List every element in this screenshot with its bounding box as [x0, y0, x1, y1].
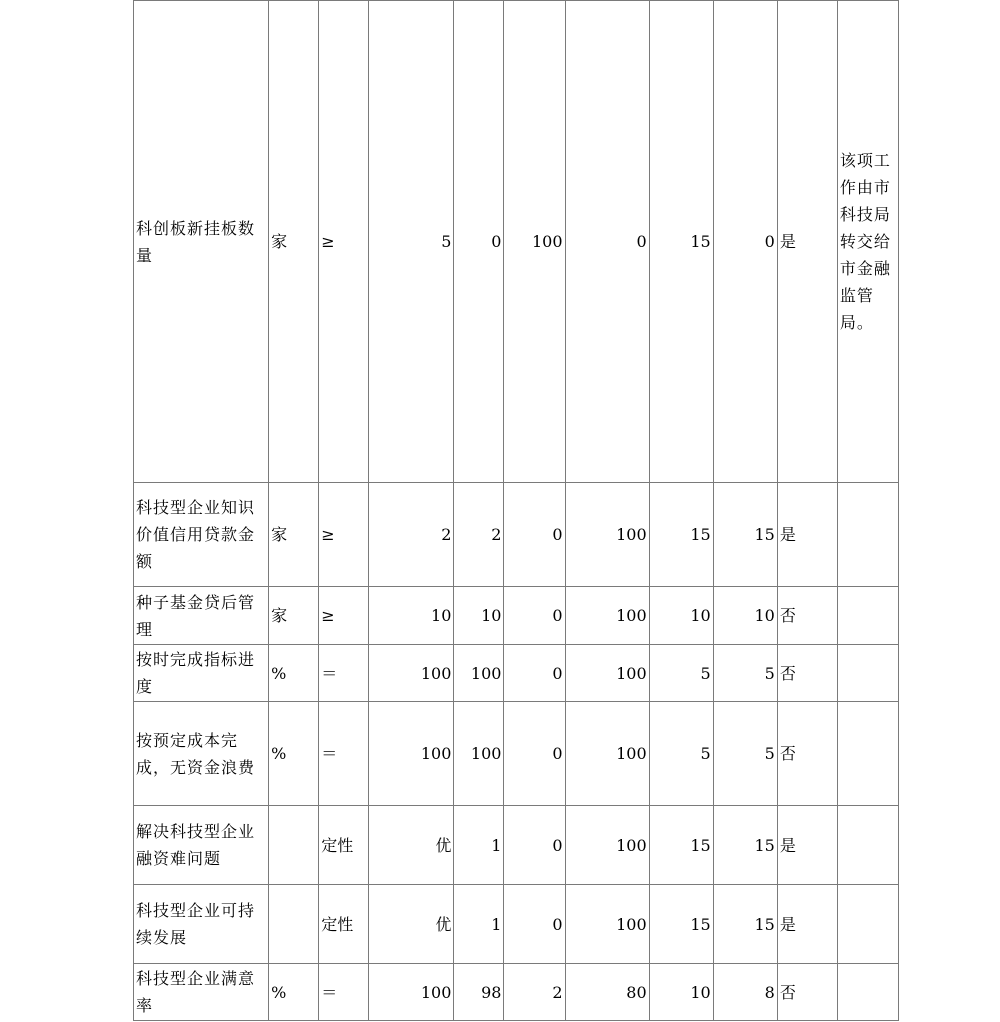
- table-row: [134, 483, 899, 587]
- weight: 15: [649, 806, 713, 885]
- unit: 家: [269, 587, 319, 645]
- core-indicator-flag: 否: [777, 645, 837, 702]
- remark-cell: [837, 885, 898, 964]
- indicator-name: 科技型企业满意率: [134, 964, 269, 1021]
- core-indicator-flag: 否: [777, 702, 837, 806]
- indicator-name: 按时完成指标进度: [134, 645, 269, 702]
- target-value: 优: [369, 806, 454, 885]
- remark-cell: [837, 645, 898, 702]
- indicator-name: 按预定成本完成，无资金浪费: [134, 702, 269, 806]
- target-value: 5: [369, 1, 454, 483]
- core-indicator-flag: 是: [777, 483, 837, 587]
- deviation: 2: [504, 964, 565, 1021]
- indicator-name: 科技型企业可持续发展: [134, 885, 269, 964]
- completion-rate: 100: [565, 587, 649, 645]
- table-row: [134, 702, 899, 806]
- table-row: [134, 587, 899, 645]
- table-row: [134, 964, 899, 1021]
- performance-indicator-table: [133, 0, 899, 1021]
- unit: 家: [269, 483, 319, 587]
- completion-rate: 80: [565, 964, 649, 1021]
- completion-rate: 100: [565, 483, 649, 587]
- actual-value: 98: [454, 964, 504, 1021]
- remark-cell: [837, 806, 898, 885]
- target-value: 2: [369, 483, 454, 587]
- completion-rate: 0: [565, 1, 649, 483]
- table-row: [134, 885, 899, 964]
- unit: %: [269, 645, 319, 702]
- table-row: [134, 1, 899, 483]
- unit: %: [269, 702, 319, 806]
- core-indicator-flag: 是: [777, 1, 837, 483]
- actual-value: 100: [454, 702, 504, 806]
- score: 8: [713, 964, 777, 1021]
- remark-cell: [837, 587, 898, 645]
- remark-cell: [837, 702, 898, 806]
- weight: 15: [649, 483, 713, 587]
- actual-value: 10: [454, 587, 504, 645]
- core-indicator-flag: 是: [777, 806, 837, 885]
- target-value: 100: [369, 702, 454, 806]
- actual-value: 2: [454, 483, 504, 587]
- deviation: 0: [504, 702, 565, 806]
- weight: 5: [649, 645, 713, 702]
- actual-value: 1: [454, 885, 504, 964]
- score: 15: [713, 483, 777, 587]
- completion-rate: 100: [565, 645, 649, 702]
- deviation: 0: [504, 806, 565, 885]
- operator: ≥: [319, 1, 369, 483]
- actual-value: 0: [454, 1, 504, 483]
- target-value: 100: [369, 645, 454, 702]
- weight: 10: [649, 964, 713, 1021]
- core-indicator-flag: 否: [777, 964, 837, 1021]
- score: 5: [713, 702, 777, 806]
- target-value: 100: [369, 964, 454, 1021]
- operator: 定性: [319, 885, 369, 964]
- score: 15: [713, 806, 777, 885]
- target-value: 优: [369, 885, 454, 964]
- target-value: 10: [369, 587, 454, 645]
- unit: 家: [269, 1, 319, 483]
- deviation: 100: [504, 1, 565, 483]
- core-indicator-flag: 否: [777, 587, 837, 645]
- remark-text: 该项工作由市科技局转交给市金融监管局。: [839, 151, 891, 332]
- score: 15: [713, 885, 777, 964]
- unit: [269, 806, 319, 885]
- operator: ＝: [319, 964, 369, 1021]
- deviation: 0: [504, 483, 565, 587]
- weight: 5: [649, 702, 713, 806]
- indicator-name: 种子基金贷后管理: [134, 587, 269, 645]
- score: 5: [713, 645, 777, 702]
- remark-cell: [837, 1, 898, 483]
- weight: 15: [649, 1, 713, 483]
- table-row: [134, 806, 899, 885]
- weight: 15: [649, 885, 713, 964]
- indicator-name: 解决科技型企业融资难问题: [134, 806, 269, 885]
- operator: 定性: [319, 806, 369, 885]
- operator: ＝: [319, 702, 369, 806]
- actual-value: 100: [454, 645, 504, 702]
- remark-cell: [837, 964, 898, 1021]
- score: 10: [713, 587, 777, 645]
- completion-rate: 100: [565, 702, 649, 806]
- deviation: 0: [504, 587, 565, 645]
- weight: 10: [649, 587, 713, 645]
- operator: ＝: [319, 645, 369, 702]
- operator: ≥: [319, 483, 369, 587]
- remark-cell: [837, 483, 898, 587]
- completion-rate: 100: [565, 806, 649, 885]
- unit: %: [269, 964, 319, 1021]
- table-row: [134, 645, 899, 702]
- operator: ≥: [319, 587, 369, 645]
- core-indicator-flag: 是: [777, 885, 837, 964]
- completion-rate: 100: [565, 885, 649, 964]
- score: 0: [713, 1, 777, 483]
- indicator-name: 科创板新挂板数量: [134, 1, 269, 483]
- indicator-name: 科技型企业知识价值信用贷款金额: [134, 483, 269, 587]
- unit: [269, 885, 319, 964]
- actual-value: 1: [454, 806, 504, 885]
- deviation: 0: [504, 885, 565, 964]
- deviation: 0: [504, 645, 565, 702]
